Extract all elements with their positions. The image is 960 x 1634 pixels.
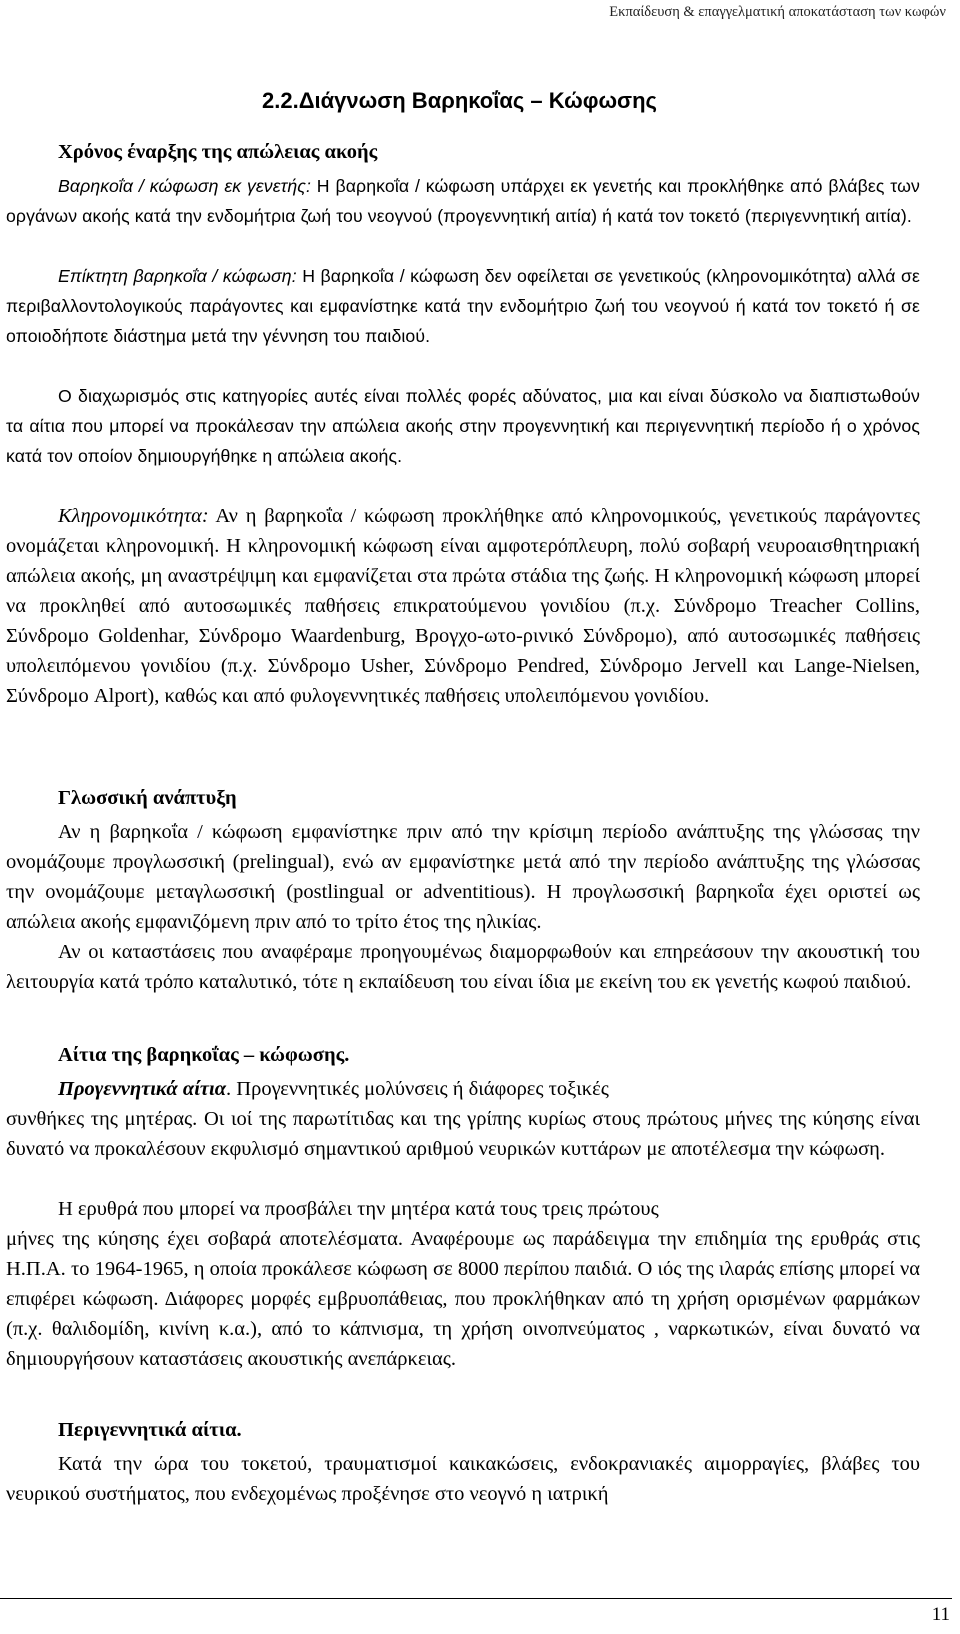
rubella-first-line: Η ερυθρά που μπορεί να προσβάλει την μητέρα κατά τους τρεις πρώτους <box>58 1198 659 1220</box>
perinatal-paragraph: Κατά την ώρα του τοκετού, τραυματισμοί καικακώσεις, ενδοκρανιακές αιμορραγίες, βλάβες του νευρικού συστήματος, που ενδεχομένως προξένησε στο νεογνό η ιατρική <box>6 1453 920 1505</box>
prenatal-line1: . Προγεννητικές μολύνσεις ή διάφορες τοξικές <box>226 1078 609 1100</box>
acquired-paragraph <box>6 261 920 351</box>
acquired-text: Η βαρηκοΐα / κώφωση δεν οφείλεται σε γενετικούς (κληρονομικότητα) αλλά σε περιβαλλοντολογικούς παράγοντες και εμφανίστηκε κατά την ενδομήτριο ζωή του νεογνού ή κατά τον τοκετό ή σε οποιοδήποτε διάστημα μετά την γέννηση του παιδιού. <box>6 266 920 346</box>
language-paragraph-2: Αν οι καταστάσεις που αναφέραμε προηγουμένως διαμορφωθούν και επηρεάσουν την ακουστική του λειτουργία κατά τρόπο καταλυτικό, τότε η εκπαίδευση του είναι ίδια με εκείνη του εκ γενετής κωφού παιδιού. <box>6 941 920 993</box>
rubella-paragraph: μήνες της κύησης έχει σοβαρά αποτελέσματα. Αναφέρουμε ως παράδειγμα την επιδημία της ερυθράς στις Η.Π.Α. το 1964-1965, η οποία προκάλεσε κώφωση σε 8000 περίπου παιδιά. Ο ιός της ιλαράς επίσης μπορεί να επιφέρει κώφωση. Διάφορες μορφές εμβρυοπάθειας, που προκλήθηκαν από τη χρήση ορισμένων φαρμάκων (π.χ. θαλιδομίδη, κινίνη κ.α.), από το κάπνισμα, τη χρήση οινοπνεύματος , ναρκωτικών, είναι δυνατό να δημιουργήσουν καταστάσεις ακουστικής ανεπάρκειας. <box>6 1228 920 1370</box>
heredity-paragraph <box>6 501 920 711</box>
heredity-term: Κληρονομικότητα: <box>58 505 209 527</box>
prenatal-paragraph: συνθήκες της μητέρας. Οι ιοί της παρωτίτιδας και της γρίπης κυρίως στους πρώτους μήνες της κύησης είναι δυνατό να προκαλέσουν εκφυλισμό σημαντικού αριθμού νευρικών κυττάρων με αποτέλεσμα την κώφωση. <box>6 1108 920 1160</box>
language-heading: Γλωσσική ανάπτυξη <box>58 787 237 809</box>
congenital-text: Η βαρηκοΐα / κώφωση υπάρχει εκ γενετής και προκλήθηκε από βλάβες των οργάνων ακοής κατά την ενδομήτρια ζωή του νεογνού (προγεννητική αιτία) ή κατά τον τοκετό (περιγεννητική αιτία). <box>6 176 920 226</box>
section-title: 2.2.Διάγνωση Βαρηκοΐας – Κώφωσης <box>262 88 657 113</box>
causes-heading: Αίτια της βαρηκοΐας – κώφωσης. <box>58 1044 350 1066</box>
prenatal-first-line <box>58 1074 928 1104</box>
separation-paragraph: Ο διαχωρισμός στις κατηγορίες αυτές είναι πολλές φορές αδύνατος, μια και είναι δύσκολο να διαπιστωθούν τα αίτια που μπορεί να προκάλεσαν την απώλεια ακοής στην προγεννητική και περιγεννητική περίοδο ή ο χρόνος κατά τον οποίον δημιουργήθηκε η απώλεια ακοής. <box>6 386 920 466</box>
congenital-paragraph <box>6 171 920 231</box>
congenital-term: Βαρηκοΐα / κώφωση εκ γενετής: <box>58 176 311 196</box>
page-number: 11 <box>931 1604 950 1625</box>
language-paragraph-1: Αν η βαρηκοΐα / κώφωση εμφανίστηκε πριν από την κρίσιμη περίοδο ανάπτυξης της γλώσσας την ονομάζουμε προγλωσσική (prelingual), ενώ αν εμφανίστηκε μετά από την περίοδο ανάπτυξης της γλώσσας την ονομάζουμε μεταγλωσσική (postlingual or adventitious). Η προγλωσσική βαρηκοΐα έχει οριστεί ως απώλεια ακοής εμφανιζόμενη πριν από το τρίτο έτος της ηλικίας. <box>6 821 920 933</box>
heredity-text: Αν η βαρηκοΐα / κώφωση προκλήθηκε από κληρονομικούς, γενετικούς παράγοντες ονομάζεται κληρονομική. Η κληρονομική κώφωση είναι αμφοτερόπλευρη, πολύ σοβαρή νευροαισθητηριακή απώλεια ακοής, μη αναστρέψιμη και εμφανίζεται στα πρώτα στάδια της ζωής. Η κληρονομική κώφωση μπορεί να προκληθεί από αυτοσωμικές παθήσεις επικρατούμενου γονιδίου (π.χ. Σύνδρομο Treacher Collins, Σύνδρομο Goldenhar, Σύνδρομο Waardenburg, Βρογχο-ωτο-ρινικό Σύνδρομο), από αυτοσωμικές παθήσεις υπολειπόμενου γονιδίου (π.χ. Σύνδρομο Usher, Σύνδρομο Pendred, Σύνδρομο Jervell και Lange-Nielsen, Σύνδρομο Alport), καθώς και από φυλογεννητικές παθήσεις υπολειπόμενου γονιδίου. <box>6 505 920 707</box>
perinatal-heading: Περιγεννητικά αίτια. <box>58 1419 242 1441</box>
prenatal-term: Προγεννητικά αίτια <box>58 1078 227 1100</box>
running-header: Εκπαίδευση & επαγγελματική αποκατάσταση των κωφών <box>609 4 946 20</box>
onset-heading: Χρόνος έναρξης της απώλειας ακοής <box>58 141 378 163</box>
footer-rule <box>0 1598 952 1599</box>
acquired-term: Επίκτητη βαρηκοΐα / κώφωση: <box>58 266 297 286</box>
